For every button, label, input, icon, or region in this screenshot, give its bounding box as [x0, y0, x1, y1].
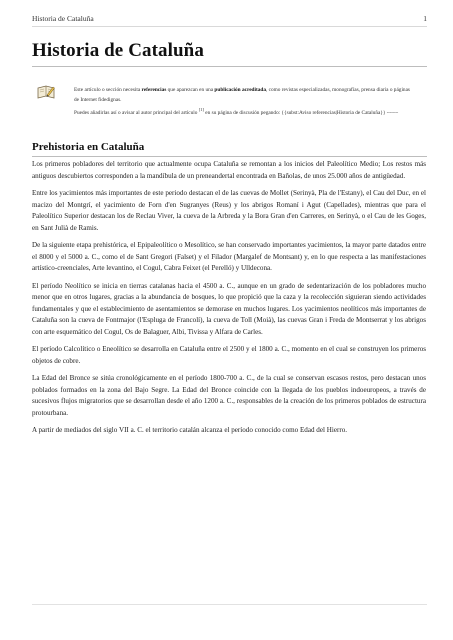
notice-bold-publication: publicación acreditada: [214, 87, 266, 93]
body-paragraph: Los primeros pobladores del territorio que actualmente ocupa Cataluña se remontan a los inicios del Paleolítico Medio; Los restos más antiguos descubiertos corresponden a la mandíbula de un preneandertal encontrada en Bañolas, de unos 25.000 años de antigüedad.: [32, 160, 426, 180]
notice-text-part: Puedes añadirlas así o avisar al autor principal del artículo: [74, 109, 199, 116]
body-paragraph: El período Neolítico se inicia en tierras catalanas hacia el 4500 a. C., aunque en un grado de sedentarización de los pobladores mucho menor que en otros lugares, gracias a la abundancia de bosques, lo que propició que la caza y la recolección siguieran siendo actividades fundamentales y que el establecimiento de asentamientos se demorase en muchos lugares. Los yacimientos neolíticos más importantes de Cataluña son la cueva de Fontmajor (l'Espluga de Francolí), la cueva de Toll (Moià), las cuevas Gran i Freda de Montserrat y los abrigos con arte esquemático del Cogul, Os de Balaguer, Albi, Tivissa y Alfara de Carles.: [32, 281, 426, 336]
notice-text: [74, 86, 416, 118]
title-divider: [32, 66, 427, 67]
body-paragraph: La Edad del Bronce se sitúa cronológicamente en el período 1800-700 a. C., de la cual se conservan escasos restos, pero destacan unos poblados formados en la zona del Bajo Segre. La Edad del Bronce coincide con la llegada de los pueblos indoeuropeos, a través de sucesivos flujos migratorios que se desarrollan desde el año 1200 a. C., responsables de la creación de los primeros poblados de estructura protourbana.: [32, 374, 426, 417]
body-paragraph: Entre los yacimientos más importantes de este periodo destacan el de las cuevas de Mollet (Serinyà, Pla de l'Estany), el Cau del Duc, en el macizo del Montgrí, el yacimiento de Forn d'en Sugranyes (Reus) y los abrigos Romaní i Agut (Capellades), mientras que para el Paleolítico Superior destacan los de Reclau Viver, la cueva de la Arbreda y la Bora Gran d'en Carreres, en Serinyà, o el Cau de les Goges, en Sant Julià de Ramis.: [32, 189, 426, 232]
body-paragraph: A partir de mediados del siglo VII a. C. el territorio catalán alcanza el período conocido como Edad del Hierro.: [32, 426, 348, 434]
body-paragraph: El período Calcolítico o Eneolítico se desarrolla en Cataluña entre el 2500 y el 1800 a. C., momento en el cual se construyen los primeros objetos de cobre.: [32, 345, 426, 365]
page-number: 1: [423, 14, 427, 23]
page-title: Historia de Cataluña: [32, 40, 204, 61]
notice-text-part: , como revistas especializadas, monografías, prensa diaria o páginas de Internet fidedignas.: [74, 87, 410, 103]
running-header: [32, 14, 427, 27]
body-paragraph: De la siguiente etapa prehistórica, el Epipaleolítico o Mesolítico, se han conservado importantes yacimientos, la mayor parte datados entre el 8000 y el 5000 a. C., como el de Sant Gregori (Falset) y el Filador (Margalef de Montsant) y, en lo que respecta a las manifestaciones artístico-creenciales, Arte levantino, el Cogul, Cabra Feixet (el Perelló) y Ulldecona.: [32, 241, 426, 272]
book-with-pencil-icon: [36, 83, 56, 101]
notice-text-part: que aparezcan en una: [166, 87, 215, 93]
notice-text-part: Este artículo o sección necesita: [74, 87, 142, 93]
section-divider: [32, 156, 427, 157]
notice-text-part: en su página de discusión pegando: {{subst:Aviso referencias|Historia de Cataluña}} ~~~~: [203, 109, 399, 116]
running-header-title: Historia de Cataluña: [32, 14, 94, 23]
notice-footnote-ref[interactable]: [1]: [198, 107, 204, 112]
section-body: [32, 159, 426, 443]
section-heading: Prehistoria en Cataluña: [32, 141, 145, 153]
footer-divider: [32, 604, 427, 605]
notice-bold-references: referencias: [141, 87, 167, 93]
